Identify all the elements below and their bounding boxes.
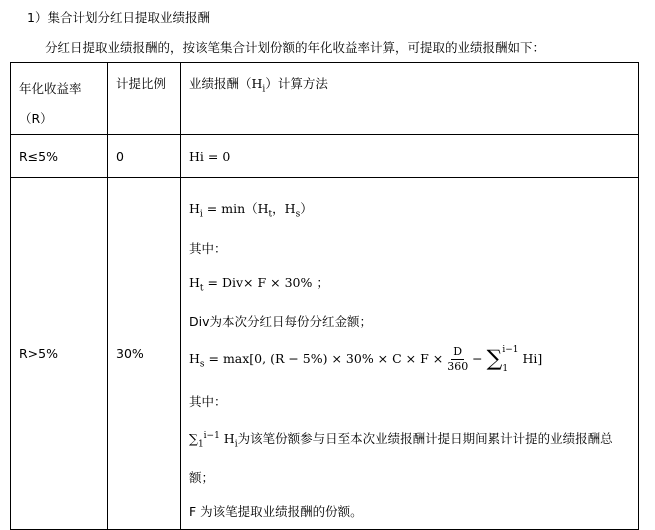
sum-definition: $\sum_1^{i-1}$ $H_i$为该笔份额参与日至本次业绩报酬计提日期间累计计提的业绩报酬总 — [189, 430, 613, 450]
where-label-2: 其中： — [189, 393, 227, 409]
rate-cell: R≤5% — [11, 135, 108, 178]
method-cell: Hi = 0 — [181, 135, 639, 178]
rate-cell: R>5% — [11, 178, 108, 530]
div-definition: Div为本次分红日每份分红金额； — [189, 314, 372, 329]
sum-upper: i−1 — [502, 344, 519, 355]
header-method: 业绩报酬$(H_i)$计算方法 — [181, 63, 639, 135]
header-rate-unit: （R） — [19, 111, 53, 126]
formula-hs: $H_s = \max[0$, (R − 5%) × 30% × C × F × $\frac{D}{360}$ − ∑ i−1 1 Hi] — [189, 344, 543, 374]
table-header-row — [11, 63, 639, 135]
sum-lower: 1 — [502, 363, 509, 374]
method-cell — [181, 178, 639, 530]
header-rate — [11, 63, 108, 135]
performance-fee-table — [10, 62, 639, 530]
header-rate-text: 年化收益率 — [19, 81, 82, 96]
formula-ht: $H_t = Div\times F \times 30\%$ ； — [189, 274, 329, 293]
sum-definition-cont: 额； — [189, 470, 215, 486]
table-row — [11, 135, 639, 178]
formula-tail: Hi] — [522, 351, 543, 366]
ratio-cell: 0 — [108, 135, 181, 178]
numerator: D — [453, 345, 463, 358]
table-row — [11, 178, 639, 530]
f-definition: F 为该笔提取业绩报酬的份额。 — [189, 504, 363, 520]
fraction — [447, 345, 468, 374]
intro-paragraph: 分红日提取业绩报酬的，按该笔集合计划份额的年化收益率计算，可提取的业绩报酬如下： — [45, 40, 546, 55]
where-label: 其中： — [189, 240, 227, 256]
formula-hi: $H_i = \min(H_t$，$H_s$） — [189, 201, 313, 220]
sum-icon: ∑ — [486, 346, 503, 372]
header-ratio: 计提比例 — [108, 63, 181, 135]
ratio-cell: 30% — [108, 178, 181, 530]
sum-definition-text: 为该笔份额参与日至本次业绩报酬计提日期间累计计提的业绩报酬总 — [237, 430, 613, 446]
section-heading: 1）集合计划分红日提取业绩报酬 — [27, 10, 210, 25]
denominator: 360 — [447, 360, 469, 373]
